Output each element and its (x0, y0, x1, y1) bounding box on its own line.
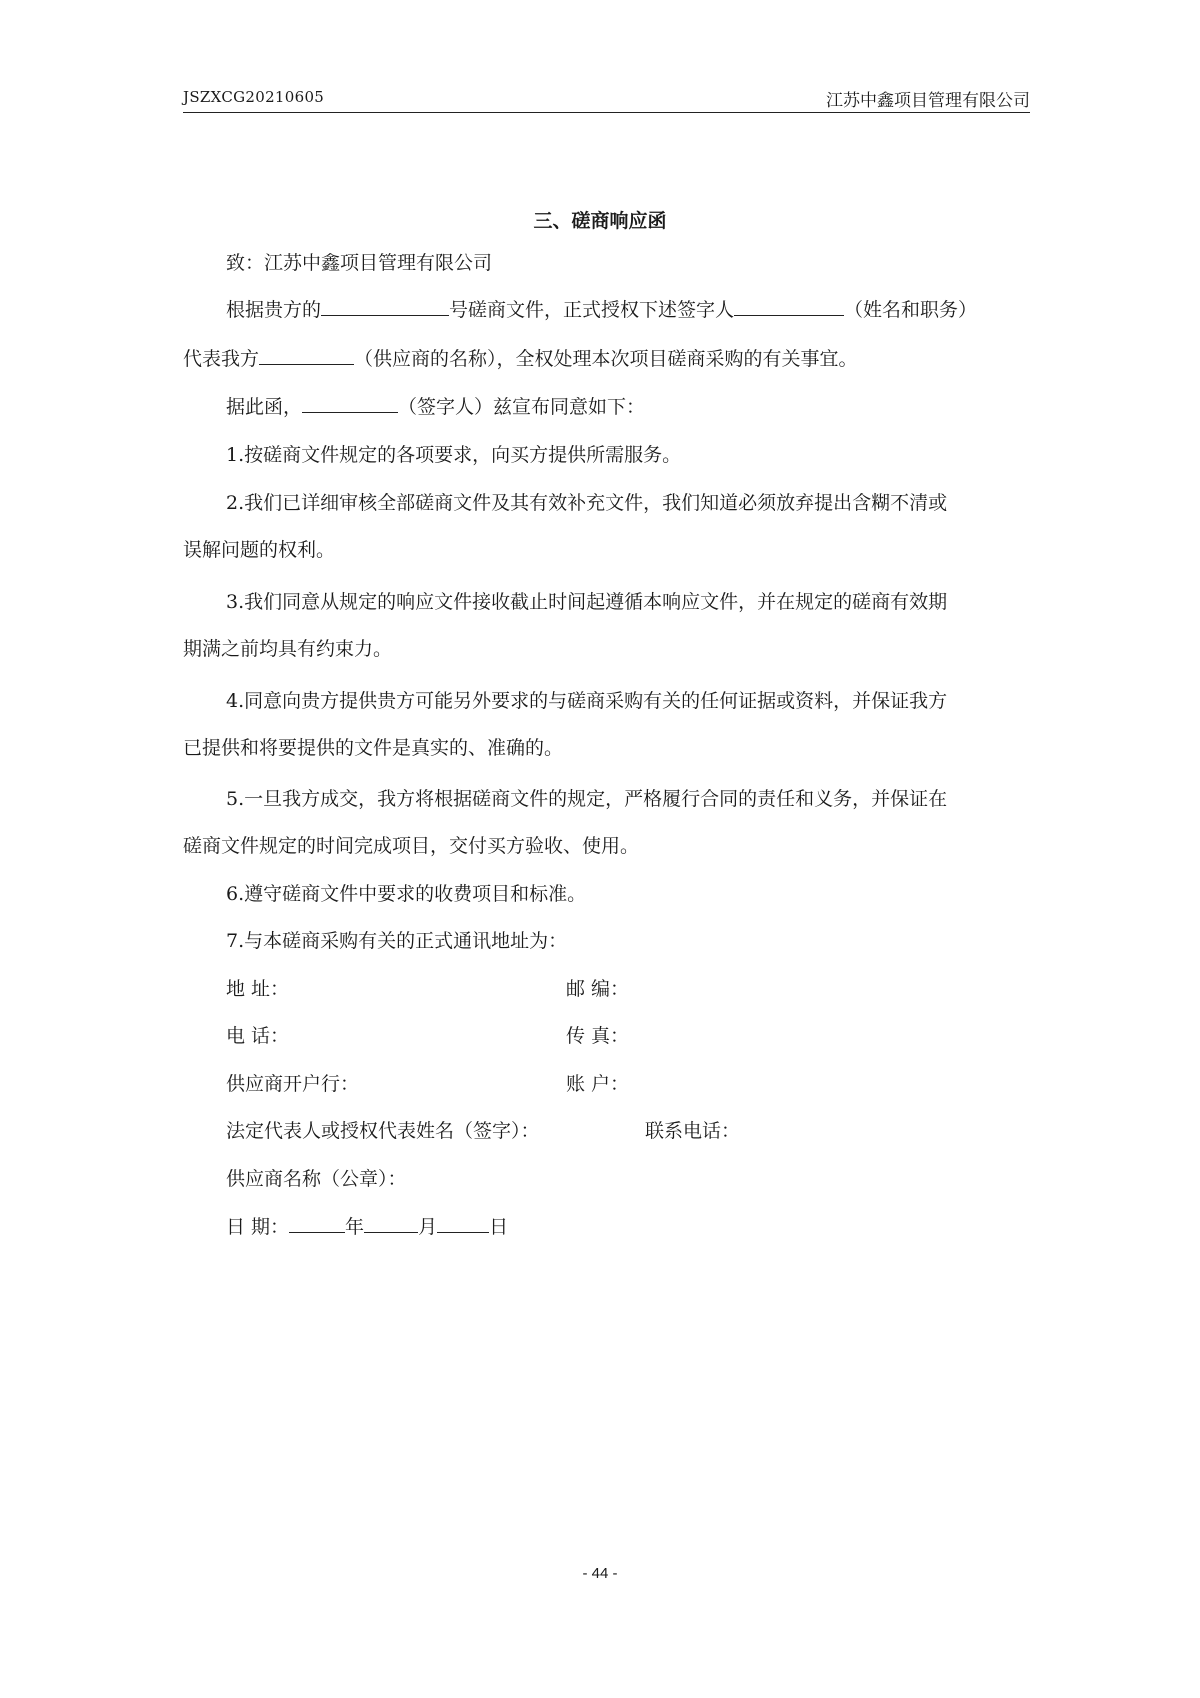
year-label: 年 (345, 1216, 365, 1238)
section-title: 三、磋商响应函 (533, 210, 667, 232)
item-3-line2: 期满之前均具有约束力。 (183, 638, 393, 660)
item-6: 6.遵守磋商文件中要求的收费项目和标准。 (226, 883, 587, 905)
para1-line2: 代表我方 （供应商的名称），全权处理本次项目磋商采购的有关事宜。 (183, 348, 858, 370)
contact-phone-label: 联系电话： (645, 1120, 741, 1142)
address-label: 地 址： (226, 978, 290, 1000)
blank-signatory[interactable] (734, 297, 844, 316)
blank-day[interactable] (437, 1214, 489, 1233)
day-label: 日 (489, 1216, 509, 1238)
date-line (226, 1214, 508, 1240)
item-5-line1: 5.一旦我方成交，我方将根据磋商文件的规定，严格履行合同的责任和义务，并保证在 (226, 788, 948, 810)
item-1: 1.按磋商文件规定的各项要求，向买方提供所需服务。 (226, 444, 682, 466)
addressee: 致：江苏中鑫项目管理有限公司 (226, 252, 493, 274)
blank-file-number[interactable] (321, 297, 449, 316)
phone-label: 电 话： (226, 1025, 290, 1047)
para1-line1: 根据贵方的 号磋商文件，正式授权下述签字人 （姓名和职务） (226, 299, 978, 321)
item-4-line1: 4.同意向贵方提供贵方可能另外要求的与磋商采购有关的任何证据或资料，并保证我方 (226, 690, 948, 712)
blank-month[interactable] (364, 1214, 418, 1233)
para2: 据此函， （签字人）兹宣布同意如下： (226, 396, 646, 418)
item-2-line2: 误解问题的权利。 (183, 539, 336, 561)
account-label: 账 户： (566, 1073, 630, 1095)
blank-year[interactable] (289, 1214, 345, 1233)
date-label: 日 期： (226, 1216, 290, 1238)
item-2-line1: 2.我们已详细审核全部磋商文件及其有效补充文件，我们知道必须放弃提出含糊不清或 (226, 492, 948, 514)
postcode-label: 邮 编： (566, 978, 630, 1000)
blank-signer[interactable] (302, 394, 398, 413)
blank-supplier-name[interactable] (259, 346, 354, 365)
item-7: 7.与本磋商采购有关的正式通讯地址为： (226, 930, 568, 952)
supplier-name-label: 供应商名称（公章）： (226, 1168, 407, 1190)
item-4-line2: 已提供和将要提供的文件是真实的、准确的。 (183, 737, 564, 759)
legal-rep-label: 法定代表人或授权代表姓名（签字）： (226, 1120, 540, 1142)
document-code: JSZXCG20210605 (183, 88, 325, 106)
month-label: 月 (418, 1216, 438, 1238)
bank-label: 供应商开户行： (226, 1073, 360, 1095)
header-company: 江苏中鑫项目管理有限公司 (826, 91, 1030, 111)
item-5-line2: 磋商文件规定的时间完成项目，交付买方验收、使用。 (183, 835, 640, 857)
fax-label: 传 真： (566, 1025, 630, 1047)
page-header (183, 86, 1030, 113)
item-3-line1: 3.我们同意从规定的响应文件接收截止时间起遵循本响应文件，并在规定的磋商有效期 (226, 591, 948, 613)
page-number: - 44 - (582, 1565, 618, 1582)
